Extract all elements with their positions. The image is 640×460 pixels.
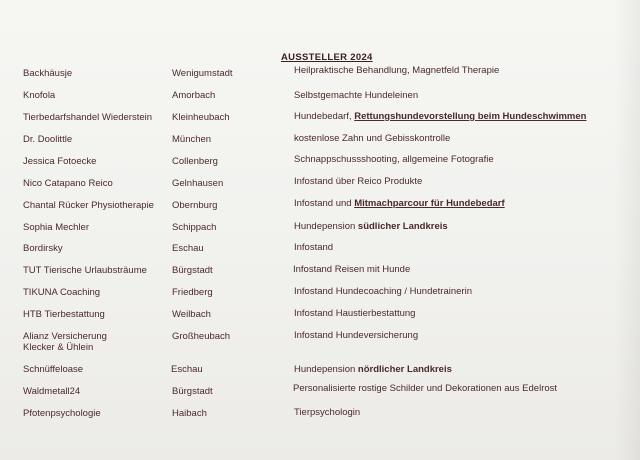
exhibitor-city: Weilbach: [172, 309, 211, 320]
exhibitor-city: München: [172, 134, 212, 145]
description-text: Infostand: [294, 242, 334, 253]
exhibitor-description: [293, 264, 410, 275]
exhibitor-name: [23, 331, 107, 353]
exhibitor-name-line: Alianz Versicherung: [23, 331, 107, 342]
description-highlight: Mitmachparcour für Hundebedarf: [354, 198, 505, 209]
description-highlight: Rettungshundevorstellung beim Hundeschwimmen: [354, 111, 587, 122]
description-text: Hundepension: [294, 221, 358, 232]
description-text: Infostand und: [294, 198, 355, 209]
exhibitor-city: Obernburg: [172, 200, 218, 211]
exhibitor-name-line: TIKUNA Coaching: [23, 287, 101, 298]
exhibitor-name-line: Tierbedarfshandel Wiederstein: [23, 112, 153, 123]
description-text: Infostand über Reico Produkte: [294, 176, 423, 187]
exhibitor-description: [294, 308, 415, 319]
exhibitor-city: Haibach: [172, 408, 207, 419]
exhibitor-name-line: Dr. Doolittle: [23, 134, 73, 145]
exhibitor-name: [23, 408, 101, 419]
description-text: Infostand Hundeversicherung: [294, 330, 419, 341]
description-text: Infostand Haustierbestattung: [294, 308, 416, 319]
exhibitor-description: [294, 242, 333, 253]
description-text: Hundebedarf,: [294, 111, 355, 122]
exhibitor-name-line: Nico Catapano Reico: [23, 178, 113, 189]
exhibitor-description: [294, 330, 418, 341]
exhibitor-description: [293, 383, 557, 394]
exhibitor-name: [23, 68, 72, 79]
exhibitor-name-line: TUT Tierische Urlaubsträume: [23, 265, 147, 276]
exhibitor-name: [23, 386, 80, 397]
exhibitor-name: [23, 178, 113, 189]
exhibitor-name-line: Jessica Fotoecke: [23, 156, 97, 167]
exhibitor-name: [23, 364, 83, 375]
exhibitor-city: Amorbach: [172, 90, 216, 101]
exhibitor-name-line: Klecker & Ühlein: [23, 342, 94, 353]
exhibitor-name-line: Knofola: [23, 90, 56, 101]
description-text: Schnappschussshooting, allgemeine Fotografie: [294, 154, 494, 165]
exhibitor-city: Eschau: [171, 364, 203, 375]
exhibitor-city: Collenberg: [172, 156, 218, 167]
exhibitor-name-line: HTB Tierbestattung: [23, 309, 105, 320]
exhibitor-name: [23, 222, 89, 233]
description-highlight: nördlicher Landkreis: [357, 364, 452, 375]
exhibitor-city: Gelnhausen: [172, 178, 224, 189]
exhibitor-name: [23, 243, 63, 254]
exhibitor-city: Friedberg: [172, 287, 213, 298]
exhibitor-name-line: Schnüffeloase: [23, 364, 84, 375]
exhibitor-description: [294, 407, 360, 418]
description-text: Infostand Hundecoaching / Hundetrainerin: [294, 286, 472, 297]
exhibitor-name-line: Bordirsky: [23, 243, 63, 254]
exhibitor-name-line: Backhäusje: [23, 68, 73, 79]
description-text: Infostand Reisen mit Hunde: [293, 264, 411, 275]
exhibitor-name: [23, 134, 72, 145]
page-title: AUSSTELLER 2024: [281, 52, 373, 63]
exhibitor-name: [23, 287, 100, 298]
exhibitor-name: [23, 309, 105, 320]
exhibitor-name: [23, 265, 147, 276]
exhibitor-city: Bürgstadt: [172, 386, 213, 397]
description-text: Hundepension: [294, 364, 358, 375]
exhibitor-description: [294, 176, 422, 187]
exhibitor-city: Eschau: [172, 243, 204, 254]
exhibitor-city: Schippach: [172, 222, 217, 233]
exhibitor-description: [294, 133, 450, 144]
exhibitor-name-line: Chantal Rücker Physiotherapie: [23, 200, 154, 211]
exhibitor-city: Wenigumstadt: [172, 68, 233, 79]
description-text: Selbstgemachte Hundeleinen: [294, 90, 419, 101]
description-text: Personalisierte rostige Schilder und Dekorationen aus Edelrost: [293, 383, 558, 394]
description-text: Heilpraktische Behandlung, Magnetfeld Therapie: [294, 65, 500, 76]
exhibitor-description: [294, 364, 452, 375]
exhibitor-name: [23, 112, 152, 123]
description-highlight: südlicher Landkreis: [357, 221, 448, 232]
exhibitor-description: [294, 90, 418, 101]
exhibitor-description: [294, 111, 586, 122]
exhibitor-description: [294, 154, 494, 165]
description-text: Tierpsychologin: [294, 407, 361, 418]
description-text: kostenlose Zahn und Gebisskontrolle: [294, 133, 451, 144]
exhibitor-name: [23, 156, 96, 167]
exhibitor-name-line: Waldmetall24: [23, 386, 81, 397]
exhibitor-city: Kleinheubach: [172, 112, 230, 123]
exhibitor-description: [294, 65, 499, 76]
exhibitor-name-line: Pfotenpsychologie: [23, 408, 101, 419]
exhibitor-description: [294, 221, 448, 232]
exhibitor-name: [23, 200, 154, 211]
exhibitor-name: [23, 90, 55, 101]
exhibitor-name-line: Sophia Mechler: [23, 222, 90, 233]
exhibitor-city: Bürgstadt: [172, 265, 213, 276]
exhibitor-description: [294, 198, 505, 209]
exhibitor-description: [294, 286, 472, 297]
exhibitor-city: Großheubach: [172, 331, 231, 342]
